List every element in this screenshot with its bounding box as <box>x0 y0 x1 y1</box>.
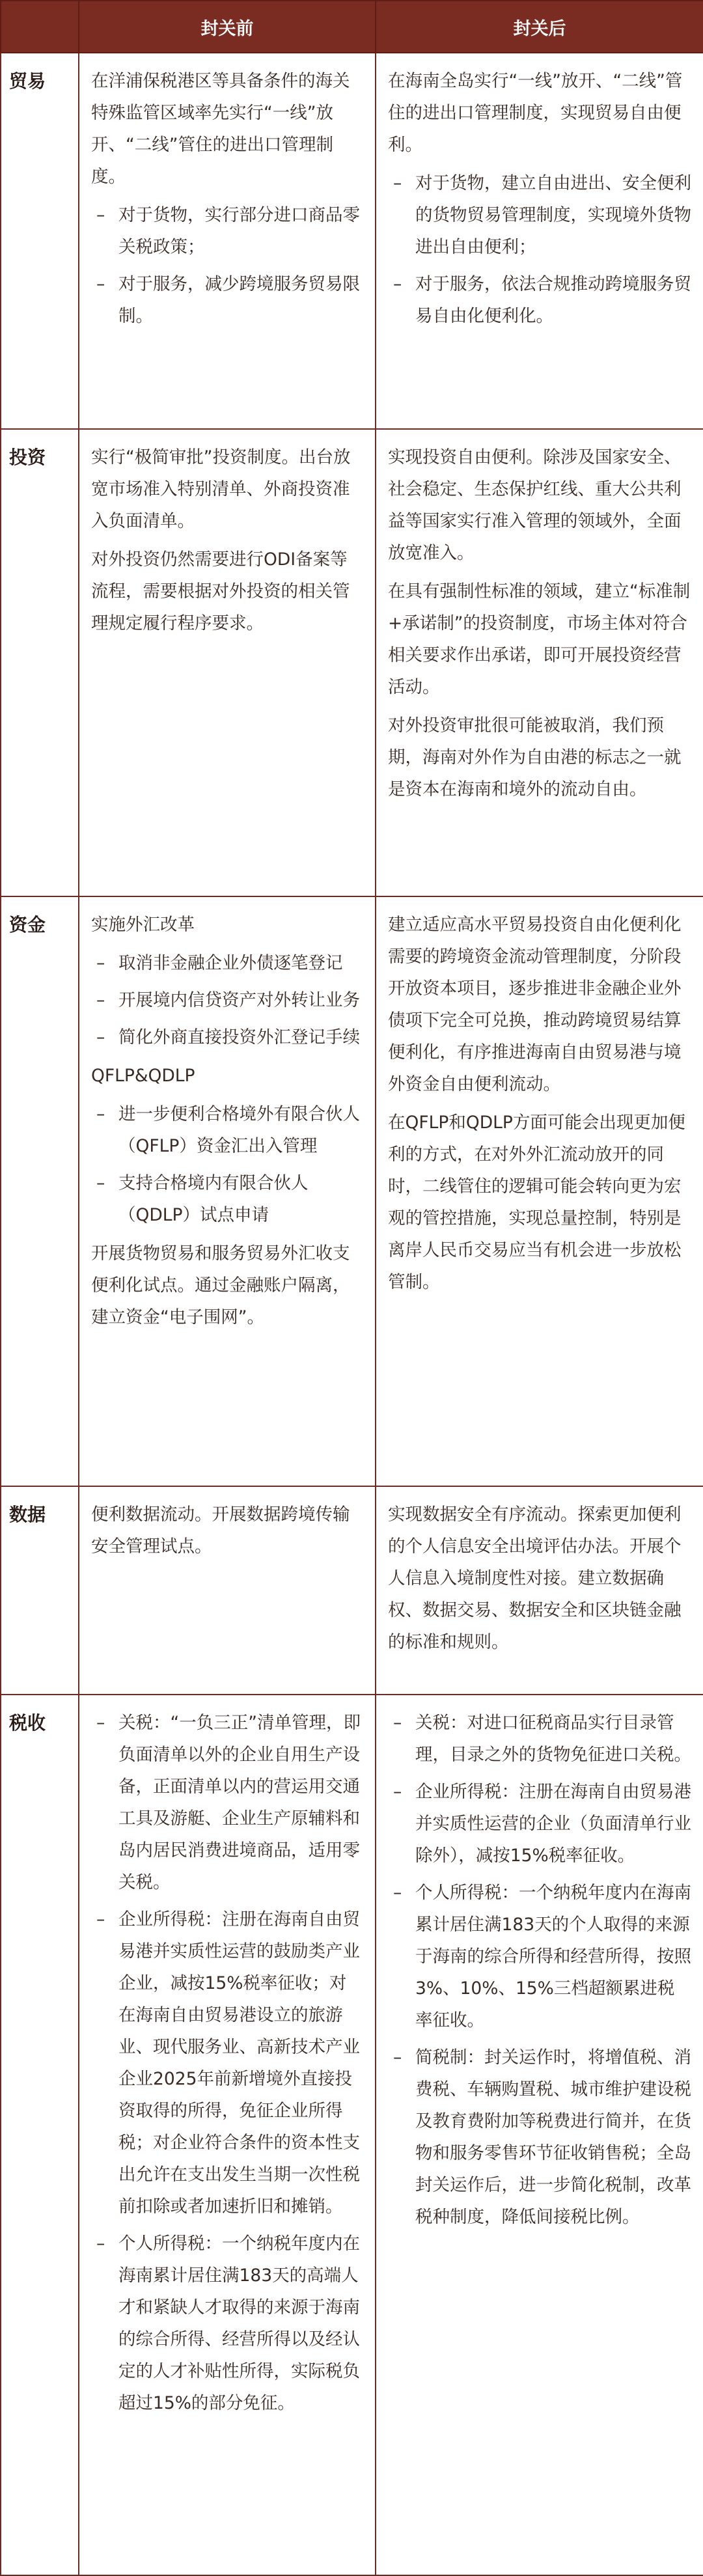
cell-after <box>376 429 703 896</box>
cell-before <box>79 896 376 1486</box>
cell-before <box>79 53 376 429</box>
row-data <box>1 1486 703 1695</box>
bullet-list <box>91 199 363 332</box>
row-label: 资金 <box>1 896 79 1486</box>
bullet-list <box>388 167 691 332</box>
cell-after <box>376 1486 703 1695</box>
paragraph: 对外投资审批很可能被取消，我们预期，海南对外作为自由港的标志之一就是资本在海南和境外的流动自由。 <box>388 715 682 799</box>
list-item: – 支持合格境内有限合伙人（QDLP）试点申请 <box>91 1167 363 1231</box>
paragraph: QFLP&QDLP <box>91 1066 195 1086</box>
list-item: – 个人所得税：一个纳税年度内在海南累计居住满183天的个人取得的来源于海南的综合所得和经营所得，按照3%、10%、15%三档超额累进税率征收。 <box>388 1877 691 2036</box>
row-trade <box>1 53 703 429</box>
paragraph: 在具有强制性标准的领域，建立“标准制+承诺制”的投资制度，市场主体对符合相关要求作出承诺，即可开展投资经营活动。 <box>388 581 691 697</box>
list-item: – 取消非金融企业外债逐笔登记 <box>91 947 363 979</box>
list-item: – 对于服务，减少跨境服务贸易限制。 <box>91 268 363 332</box>
list-item: – 关税：“一负三正”清单管理，即负面清单以外的企业自用生产设备，正面清单以内的营运用交通工具及游艇、企业生产原辅料和岛内居民消费进境商品，适用零关税。 <box>91 1707 363 1898</box>
paragraph: 在洋浦保税港区等具备条件的海关特殊监管区域率先实行“一线”放开、“二线”管住的进出口管理制度。 <box>91 71 350 187</box>
cell-after <box>376 896 703 1486</box>
bullet-list <box>388 1707 691 2233</box>
list-item: – 关税：对进口征税商品实行目录管理，目录之外的货物免征进口关税。 <box>388 1707 691 1771</box>
list-item: – 简化外商直接投资外汇登记手续 <box>91 1021 363 1053</box>
list-item: – 个人所得税：一个纳税年度内在海南累计居住满183天的高端人才和紧缺人才取得的来源于海南的综合所得、经营所得以及经认定的人才补贴性所得，实际税负超过15%的部分免征。 <box>91 2228 363 2419</box>
list-item: – 进一步便利合格境外有限合伙人（QFLP）资金汇出入管理 <box>91 1098 363 1162</box>
row-label: 投资 <box>1 429 79 896</box>
header-before: 封关前 <box>79 1 376 53</box>
list-item: – 对于货物，建立自由进出、安全便利的货物贸易管理制度，实现境外货物进出自由便利； <box>388 167 691 263</box>
paragraph: 建立适应高水平贸易投资自由化便利化需要的跨境资金流动管理制度，分阶段开放资本项目，逐步推进非金融企业外债项下完全可兑换，推动跨境贸易结算便利化，有序推进海南自由贸易港与境外资金自由便利流动。 <box>388 915 682 1094</box>
paragraph: 在QFLP和QDLP方面可能会出现更加便利的方式，在对外外汇流动放开的同时，二线管住的逻辑可能会转向更为宏观的管控措施，实现总量控制，特别是离岸人民币交易应当有机会进一步放松管制。 <box>388 1113 685 1292</box>
paragraph: 实现数据安全有序流动。探索更加便利的个人信息安全出境评估办法。开展个人信息入境制度性对接。建立数据确权、数据交易、数据安全和区块链金融的标准和规则。 <box>388 1504 682 1652</box>
paragraph: 开展货物贸易和服务贸易外汇收支便利化试点。通过金融账户隔离，建立资金“电子围网”。 <box>91 1243 350 1327</box>
list-item: – 简税制：封关运作时，将增值税、消费税、车辆购置税、城市维护建设税及教育费附加等税费进行简并，在货物和服务零售环节征收销售税；全岛封关运作后，进一步简化税制，改革税种制度，降低间接税比例。 <box>388 2042 691 2233</box>
list-item: – 企业所得税：注册在海南自由贸易港并实质性运营的企业（负面清单行业除外），减按15%税率征收。 <box>388 1776 691 1872</box>
bullet-list <box>91 1098 363 1231</box>
paragraph: 便利数据流动。开展数据跨境传输安全管理试点。 <box>91 1504 350 1557</box>
row-label: 税收 <box>1 1695 79 2575</box>
header-empty <box>1 1 79 53</box>
cell-before <box>79 1695 376 2575</box>
list-item: – 对于货物，实行部分进口商品零关税政策； <box>91 199 363 263</box>
row-capital <box>1 896 703 1486</box>
paragraph: 实现投资自由便利。除涉及国家安全、社会稳定、生态保护红线、重大公共利益等国家实行准入管理的领域外，全面放宽准入。 <box>388 447 682 563</box>
list-item: – 企业所得税：注册在海南自由贸易港并实质性运营的鼓励类产业企业，减按15%税率征收；对在海南自由贸易港设立的旅游业、现代服务业、高新技术产业企业2025年前新增境外直接投资取得的所得，免征企业所得税；对企业符合条件的资本性支出允许在支出发生当期一次性税前扣除或者加速折旧和摊销。 <box>91 1904 363 2223</box>
header-row <box>1 1 703 53</box>
bullet-list <box>91 1707 363 2419</box>
paragraph: 实施外汇改革 <box>91 915 195 935</box>
list-item: – 对于服务，依法合规推动跨境服务贸易自由化便利化。 <box>388 268 691 332</box>
bullet-list <box>91 947 363 1053</box>
row-tax <box>1 1695 703 2575</box>
cell-before <box>79 429 376 896</box>
row-label: 贸易 <box>1 53 79 429</box>
header-after: 封关后 <box>376 1 703 53</box>
paragraph: 对外投资仍然需要进行ODI备案等流程，需要根据对外投资的相关管理规定履行程序要求。 <box>91 549 350 633</box>
cell-before <box>79 1486 376 1695</box>
cell-after <box>376 1695 703 2575</box>
paragraph: 实行“极简审批”投资制度。出台放宽市场准入特别清单、外商投资准入负面清单。 <box>91 447 351 531</box>
row-label: 数据 <box>1 1486 79 1695</box>
paragraph: 在海南全岛实行“一线”放开、“二线”管住的进出口管理制度，实现贸易自由便利。 <box>388 71 683 155</box>
row-investment <box>1 429 703 896</box>
list-item: – 开展境内信贷资产对外转让业务 <box>91 984 363 1016</box>
cell-after <box>376 53 703 429</box>
